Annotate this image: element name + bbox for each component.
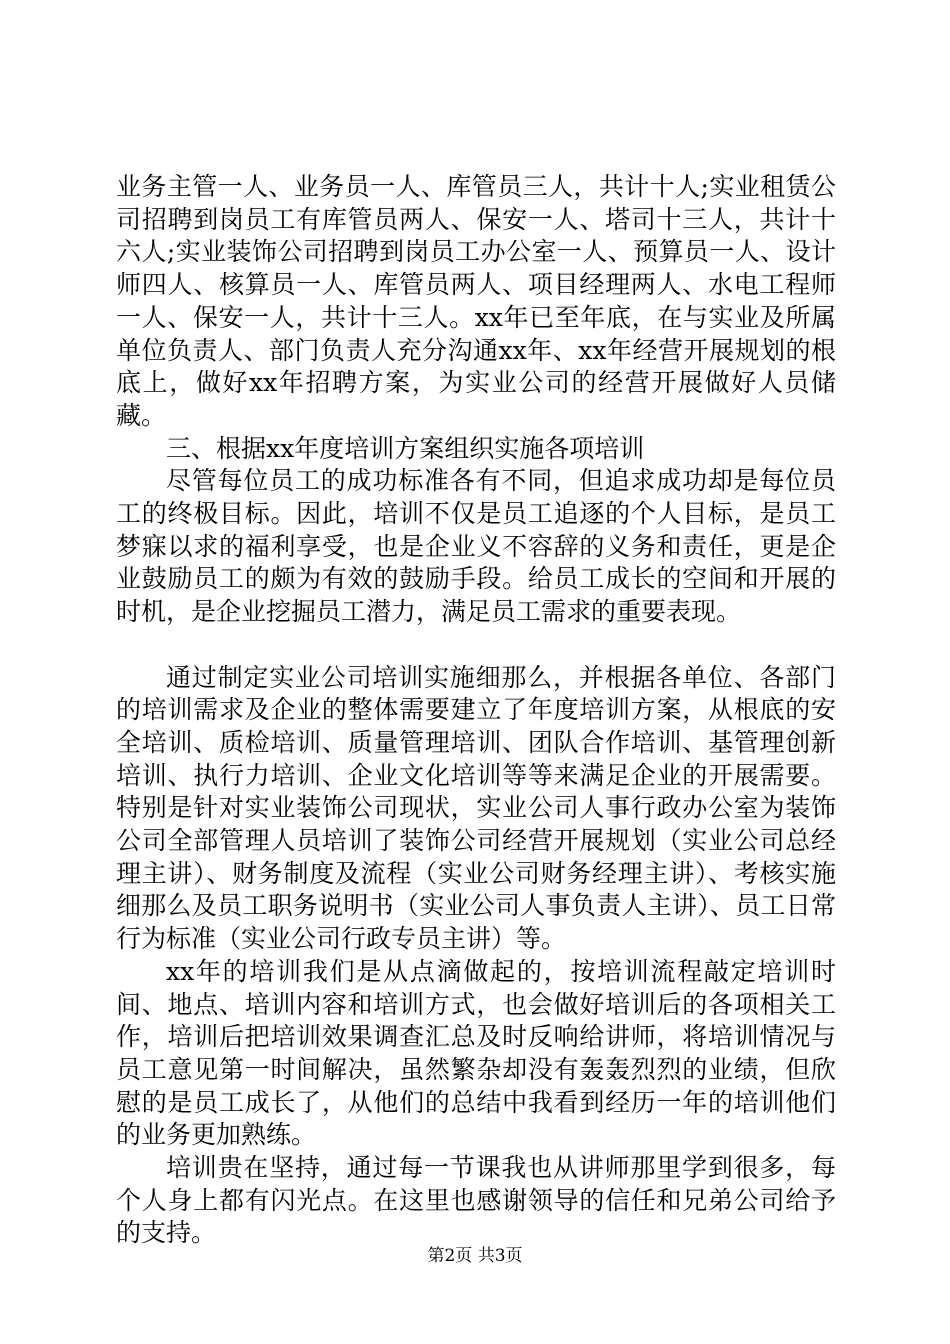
section-heading-training: 三、根据xx年度培训方案组织实施各项培训 [166, 433, 645, 463]
page-number-footer: 第2页 共3页 [427, 1246, 523, 1266]
paragraph-training-process: xx年的培训我们是从点滴做起的，按培训流程敲定培训时间、地点、培训内容和培训方式，也会做好培训后的各项相关工作，培训后把培训效果调查汇总及时反响给讲师，将培训情况与员工意见第一时间解决，虽然繁杂却没有轰轰烈烈的业绩，但欣慰的是员工成长了，从他们的总结中我看到经历一年的培训他们的业务更加熟练。 [116, 956, 836, 1150]
paragraph-training-plan: 通过制定实业公司培训实施细那么，并根据各单位、各部门的培训需求及企业的整体需要建立了年度培训方案，从根底的安全培训、质检培训、质量管理培训、团队合作培训、基管理创新培训、执行力培训、企业文化培训等等来满足企业的开展需要。特别是针对实业装饰公司现状，实业公司人事行政办公室为装饰公司全部管理人员培训了装饰公司经营开展规划（实业公司总经理主讲）、财务制度及流程（实业公司财务经理主讲）、考核实施细那么及员工职务说明书（实业公司人事负责人主讲）、员工日常行为标准（实业公司行政专员主讲）等。 [116, 662, 836, 954]
paragraph-training-conclusion: 培训贵在坚持，通过每一节课我也从讲师那里学到很多，每个人身上都有闪光点。在这里也感谢领导的信任和兄弟公司给予的支持。 [116, 1153, 836, 1248]
paragraph-training-purpose: 尽管每位员工的成功标准各有不同，但追求成功却是每位员工的终极目标。因此，培训不仅是员工追逐的个人目标，是员工梦寐以求的福利享受，也是企业义不容辞的义务和责任，更是企业鼓励员工的颇为有效的鼓励手段。给员工成长的空间和开展的时机，是企业挖掘员工潜力，满足员工需求的重要表现。 [116, 466, 836, 627]
document-body [116, 171, 836, 1250]
paragraph-recruitment-summary: 业务主管一人、业务员一人、库管员三人，共计十人;实业租赁公司招聘到岗员工有库管员两人、保安一人、塔司十三人，共计十六人;实业装饰公司招聘到岗员工办公室一人、预算员一人、设计师四人、核算员一人、库管员两人、项目经理两人、水电工程师一人、保安一人，共计十三人。xx年已至年底，在与实业及所属单位负责人、部门负责人充分沟通xx年、xx年经营开展规划的根底上，做好xx年招聘方案，为实业公司的经营开展做好人员储藏。 [116, 172, 836, 430]
